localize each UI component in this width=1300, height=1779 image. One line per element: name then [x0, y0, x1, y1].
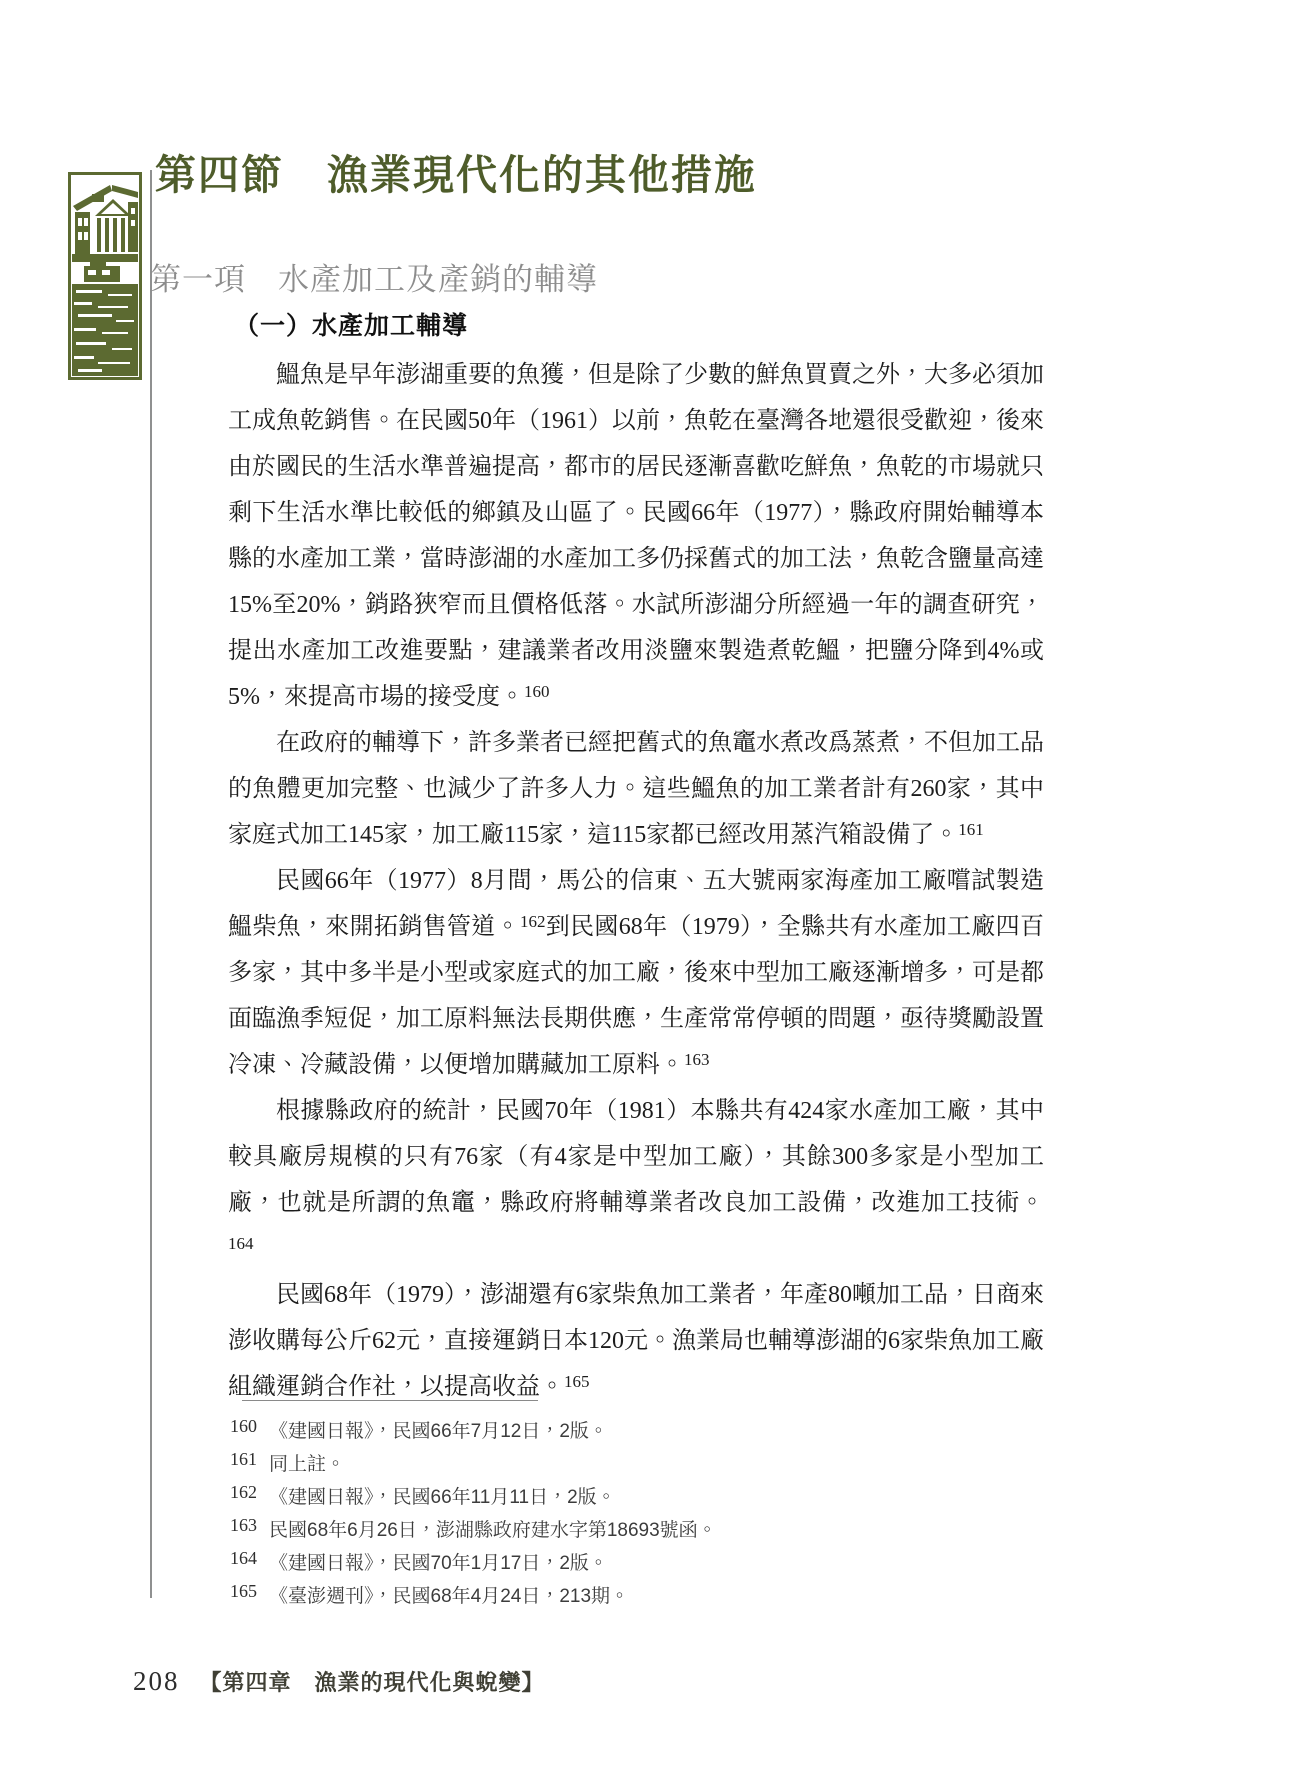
footnotes-block: [230, 1400, 950, 1613]
footnote-text: 《臺澎週刊》，民國68年4月24日，213期。: [269, 1586, 630, 1607]
footnote-text: 民國68年6月26日，澎湖縣政府建水字第18693號函。: [269, 1520, 717, 1541]
paragraph-text: 民國66年（1977）8月間，馬公的信東、五大號兩家海產加工廠嚐試製造鰮柴魚，來開拓銷售管道。: [228, 868, 1044, 940]
sub-heading: （一）水產加工輔導: [234, 313, 469, 340]
page-footer: [133, 1666, 545, 1697]
body-paragraph: [228, 1272, 1044, 1410]
footnote-text: 同上註。: [269, 1454, 346, 1475]
paragraph-text: 根據縣政府的統計，民國70年（1981）本縣共有424家水產加工廠，其中較具廠房規模的只有76家（有4家是中型加工廠），其餘300多家是小型加工廠，也就是所謂的魚竈，縣政府將輔導業者改良加工設備，改進加工技術。: [228, 1098, 1044, 1216]
footnote-number: 164: [230, 1548, 257, 1568]
footnote-item: [230, 1481, 950, 1514]
paragraph-text: 民國68年（1979），澎湖還有6家柴魚加工業者，年產80噸加工品，日商來澎收購每公斤62元，直接運銷日本120元。漁業局也輔導澎湖的6家柴魚加工廠組織運銷合作社，以提高收益。: [228, 1282, 1044, 1400]
footnote-number: 162: [230, 1482, 257, 1502]
footnote-item: [230, 1580, 950, 1613]
footnote-ref: 164: [228, 1234, 254, 1253]
body-text-block: [228, 304, 1044, 1410]
body-paragraph: [228, 1088, 1044, 1272]
footnote-text: 《建國日報》，民國66年11月11日，2版。: [269, 1487, 616, 1508]
section-title: 第四節 漁業現代化的其他措施: [155, 152, 757, 198]
body-paragraph: [228, 858, 1044, 1088]
footnote-item: [230, 1415, 950, 1448]
page-number: 208: [133, 1666, 180, 1696]
footnote-item: [230, 1448, 950, 1481]
chapter-woodcut-image: [68, 172, 142, 380]
footnote-number: 161: [230, 1449, 257, 1469]
footnote-ref: 162: [519, 912, 546, 931]
footnote-divider: [242, 1400, 538, 1401]
footnote-ref: 165: [564, 1372, 590, 1391]
footnote-number: 163: [230, 1515, 257, 1535]
harbor-woodcut-icon: [68, 172, 142, 380]
footnote-text: 《建國日報》，民國66年7月12日，2版。: [269, 1421, 608, 1442]
chapter-label: 【第四章 漁業的現代化與蛻變】: [199, 1670, 545, 1695]
footnote-number: 160: [230, 1416, 257, 1436]
footnote-item: [230, 1547, 950, 1580]
paragraph-text: 鰮魚是早年澎湖重要的魚獲，但是除了少數的鮮魚買賣之外，大多必須加工成魚乾銷售。在民國50年（1961）以前，魚乾在臺灣各地還很受歡迎，後來由於國民的生活水準普遍提高，都市的居民逐漸喜歡吃鮮魚，魚乾的市場就只剩下生活水準比較低的鄉鎮及山區了。民國66年（1977），縣政府開始輔導本縣的水產加工業，當時澎湖的水產加工多仍採舊式的加工法，魚乾含鹽量高達15%至20%，銷路狹窄而且價格低落。水試所澎湖分所經過一年的調查研究，提出水產加工改進要點，建議業者改用淡鹽來製造煮乾鰮，把鹽分降到4%或5%，來提高市場的接受度。: [228, 362, 1044, 710]
paragraph-text: 到民國68年（1979），全縣共有水產加工廠四百多家，其中多半是小型或家庭式的加工廠，後來中型加工廠逐漸增多，可是都面臨漁季短促，加工原料無法長期供應，生產常常停頓的問題，亟待獎勵設置冷凍、冷藏設備，以便增加購藏加工原料。: [228, 914, 1044, 1078]
footnote-number: 165: [230, 1581, 257, 1601]
subsection-title: 第一項 水產加工及產銷的輔導: [150, 262, 598, 297]
footnote-ref: 161: [958, 820, 984, 839]
paragraph-text: 在政府的輔導下，許多業者已經把舊式的魚竈水煮改爲蒸煮，不但加工品的魚體更加完整、也減少了許多人力。這些鰮魚的加工業者計有260家，其中家庭式加工145家，加工廠115家，這115家都已經改用蒸汽箱設備了。: [228, 730, 1044, 848]
margin-rule: [150, 170, 152, 1598]
footnote-ref: 163: [684, 1050, 710, 1069]
footnote-item: [230, 1514, 950, 1547]
footnote-text: 《建國日報》，民國70年1月17日，2版。: [269, 1553, 608, 1574]
body-paragraph: [228, 352, 1044, 720]
footnote-ref: 160: [524, 682, 550, 701]
body-paragraph: [228, 720, 1044, 858]
